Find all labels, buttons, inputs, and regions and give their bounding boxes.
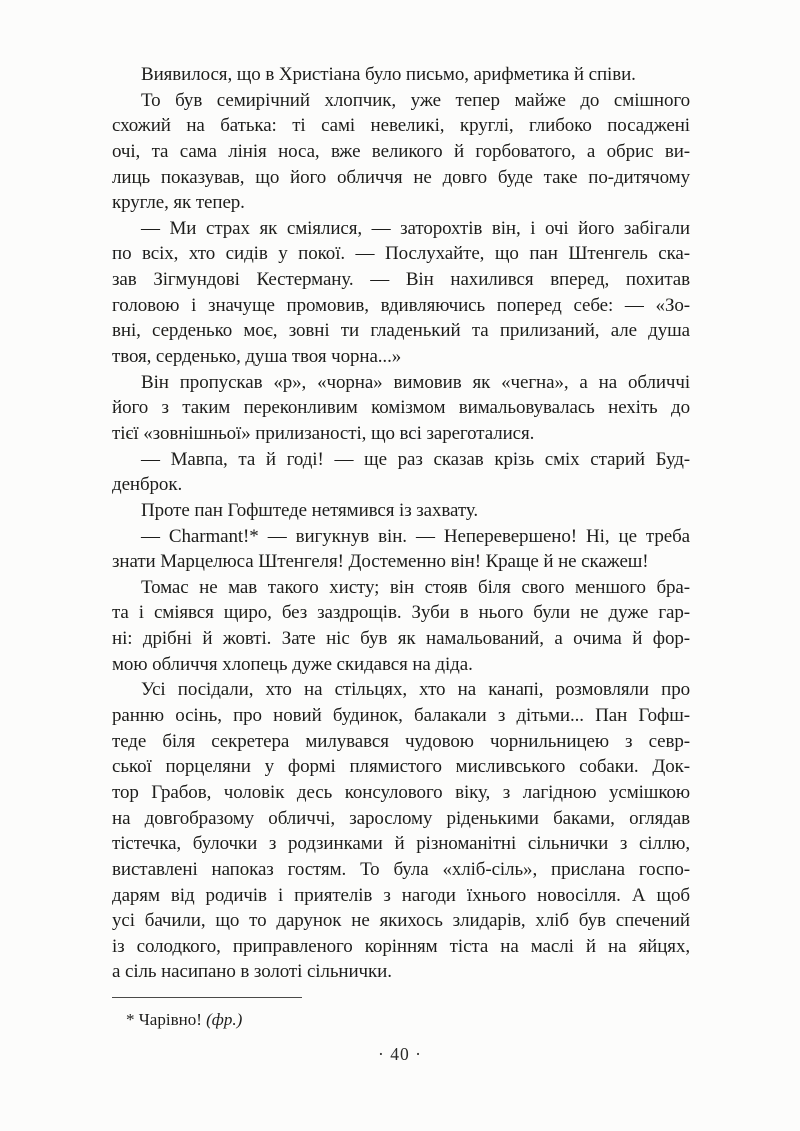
text-line: очі, та сама лінія носа, вже великого й горбоватого, а обрис ви- [112,140,690,162]
text-line: а сіль насипано в золоті сільнички. [112,961,392,983]
text-line: мою обличчя хлопець дуже скидався на діда. [112,653,473,675]
text-line: головою і значуще промовив, вдивляючись поперед себе: — «Зо- [112,294,690,316]
text-line: на довгобразому обличчі, зарослому ріденькими баками, оглядав [112,807,690,829]
text-line: теде біля секретера милувався чудовою чорнильницею з севр- [112,730,690,752]
text-line: Він пропускав «р», «чорна» вимовив як «чегна», а на обличчі [141,371,690,393]
footnote [126,1008,242,1032]
text-line: по всіх, хто сидів у покої. — Послухайте, що пан Штенгель ска- [112,243,690,265]
paragraph [112,370,690,447]
footnote-language-note: (фр.) [206,1010,243,1029]
text-line: денброк. [112,474,183,496]
text-line: — Charmant!* — вигукнув він. — Неперевершено! Ні, це треба [141,525,690,547]
footnote-marker: * [126,1010,135,1029]
text-line: твоя, серденько, душа твоя чорна...» [112,346,402,368]
paragraph [112,216,690,370]
footnote-text: Чарівно! [138,1010,202,1029]
paragraph [112,62,690,88]
text-line: зав Зігмундові Кестерману. — Він нахилився вперед, похитав [112,269,690,291]
text-line: Проте пан Гофштеде нетямився із захвату. [141,499,478,521]
text-line: ні: дрібні й жовті. Зате ніс був як намальований, а очима й фор- [112,628,690,650]
page-text-column [112,62,690,985]
text-line: То був семирічний хлопчик, уже тепер майже до смішного [141,89,690,111]
text-line: кругле, як тепер. [112,192,245,214]
text-line: знати Марцелюса Штенгеля! Достеменно він! Краще й не скажеш! [112,551,649,573]
text-line: виставлені напоказ гостям. То була «хліб-сіль», прислана госпо- [112,858,690,880]
text-line: ської порцеляни у формі плямистого мисливського собаки. Док- [112,756,690,778]
text-line: його з таким переконливим комізмом вимальовувалась нехіть до [112,397,690,419]
text-line: усі бачили, що то дарунок не якихось злидарів, хліб був спечений [112,910,690,932]
text-line: вні, серденько моє, зовні ти гладенький та прилизаний, але душа [112,320,690,342]
text-line: — Ми страх як сміялися, — заторохтів він, і очі його забігали [141,217,690,239]
paragraph [112,88,690,216]
text-line: із солодкого, приправленого корінням тіста на маслі й на яйцях, [112,935,690,957]
text-line: тістечка, булочки з родзинками й різноманітні сільнички з сіллю, [112,833,690,855]
text-line: Виявилося, що в Христіана було письмо, арифметика й співи. [141,64,636,85]
footnote-separator [112,997,302,998]
text-line: схожий на батька: ті самі невеликі, круглі, глибоко посаджені [112,115,690,137]
paragraph [112,677,690,985]
paragraph [112,524,690,575]
paragraph [112,447,690,498]
paragraph [112,575,690,678]
text-line: — Мавпа, та й годі! — ще раз сказав крізь сміх старий Буд- [141,448,690,470]
paragraph [112,498,690,524]
text-line: лиць показував, що його обличчя не довго буде таке по-дитячому [112,166,690,188]
text-line: тор Грабов, чоловік десь консулового віку, з лагідною усмішкою [112,781,690,803]
page-number: · 40 · [378,1044,422,1064]
text-line: Усі посідали, хто на стільцях, хто на канапі, розмовляли про [141,679,690,701]
text-line: тієї «зовнішньої» прилизаності, що всі зареготалися. [112,422,535,444]
text-line: та і сміявся щиро, без заздрощів. Зуби в нього були не дуже гар- [112,602,690,624]
text-line: дарям від родичів і приятелів з нагоди їхнього новосілля. А щоб [112,884,690,906]
text-line: Томас не мав такого хисту; він стояв біля свого меншого бра- [141,576,690,598]
text-line: ранню осінь, про новий будинок, балакали з дітьми... Пан Гофш- [112,705,690,727]
